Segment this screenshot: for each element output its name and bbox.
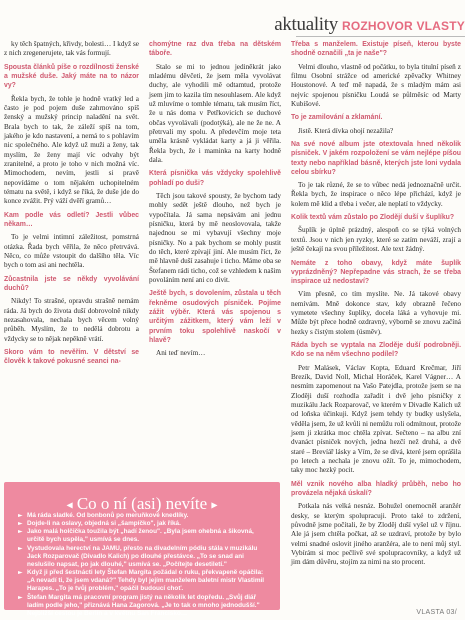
text-column-1 [4, 40, 139, 502]
interview-answer: Těch jsou takové spousty, že bychom tady mohly sedět ještě dlouho, než bych je vypočítala. Já sama nepsávám ani jednu písničku, která by mě neoslovovala, takže najednou se mi vybavují všechny moje písničky. No a pak bychom se mohly pustit do těch, které zpívají jiní. Ale musím říct, že mě hlavně duší zasahuje i ticho. Máme oba se Štefanem rádi ticho, což se vzhledem k našim povoláním není ani co divit. [149, 191, 281, 285]
interview-question: Třeba s manželem. Existuje píseň, kterou byste shodně označili „ta je naše"? [291, 41, 461, 58]
arrow-left-icon: ◀ [66, 500, 73, 510]
interview-question: chomýtne raz dva třeba na dětském táboře. [149, 41, 281, 58]
interview-answer: Ani teď nevím… [156, 349, 206, 358]
interview-answer: Petr Malásek, Václav Kopta, Eduard Krečmar, Jiří Brezík, David Noll, Michal Horáček, Karel Vágner… A nesmím zapomenout na Vašo Patejdla, protože jsem se na Zloději duší rozhodla zařadit i dvě jeho písničky z muzikálu Jack Rozparovač, ve kterém v Divadle Kalich už od loňska účinkuji. Když jsem tehdy ty budky uslyšela, věděla jsem, že už kvůli ni nemůžu roli odmítnout, protože jsem ji zkrátka moc chtěla zpívat. Sečteno – na albu zní dvanáct písniček nových, jedna hezčí než druhá, a dvě staré – Brevíář lásky a Vím, že se dívá, které jsem oprášila po letech a nechala je znovu ožít. To je, mimochodem, taky moc hezký pocit. [291, 363, 461, 475]
facts-box-title-text: Co o ní (asi) nevíte [76, 494, 208, 513]
fact-item [18, 569, 270, 593]
fact-item [18, 545, 270, 569]
interview-answer: Jistě. Která dívka ohojí nezažila? [298, 126, 394, 135]
fact-item [18, 528, 270, 544]
interview-answer: To je tak různé, že se to vůbec nedá jednoznačně určit. Řekla bych, že inspirace o něco lépe přichází, když je kolem mě klid a třeba i večer, ale neplatí to vždycky. [291, 181, 461, 208]
interview-question: Ráda bych se vyptala na Zloděje duší podrobněji. Kdo se na něm všechno podílel? [291, 342, 461, 359]
interview-question: Skoro vám to nevěřím. V dětství se člověk k takové pokusné seanci na- [4, 348, 139, 366]
interview-question: Na své nové album jste otextovala hned několik písniček. V jakém rozpoložení se vám nejlépe píšou texty nebo například básně, kterých jste loni vydala celou sbírku? [291, 140, 461, 176]
interview-answer: Stalo se mi to jednou jediněkrát jako mladému děvčeti, že jsem měla vyvolávat duchy, ale vyhodili mě odtamtud, protože jsem jim to kazila tím nesouhlasem. Ale když už mluvíme o tomhle tématu, tak musím říct, že u nás doma v Petřkovicích se duchové občas vyvolávali (podotýká), ale ne že ne. A přetrvali my spolu. A předevčím moje teta uměla krásně vykládat karty a já ji věřila. Řekla bych, že i maminka na karty hodně dala. [149, 62, 281, 165]
fact-item [18, 512, 270, 520]
section-subtitle: ROZHOVOR VLASTY [341, 19, 465, 33]
bullet-arrow-icon: ► [18, 520, 23, 528]
fact-text: Vystudovala herectví na JAMU, přesto na divadelním pódiu stála v muzikálu Jack Rozparovač (Divadlo Kalich) po dlouhé přestávce. „To se snad ani neslušilo napsat, po jak dlouhé," usmívá se. „Počítejte desetiletí." [27, 544, 258, 568]
interview-question: Měl vznik nového alba hladký průběh, nebo ho provázela nějaká úskalí? [291, 480, 461, 498]
interview-answer: Vím přesně, co tím myslíte. Ne. Já takové obavy nemívám. Mně dokonce stav, kdy obrazně řečeno vymetete všechny šuplíky, docela láká a vyhovuje mi. Může být přece hodně ozdravný, výborně se znovu začíná hezky s čistým stolem (úsměv). [291, 290, 461, 336]
bullet-arrow-icon: ► [18, 544, 23, 552]
facts-list [18, 512, 270, 617]
fact-text: Má ráda sladké. Od bonbonů po meruňkové knedlíky. [27, 512, 189, 519]
fact-text: Dojde-li na oslavy, objedná si „šampíčko", jak říká. [27, 520, 181, 528]
interview-question: Nemáte z toho obavy, když máte šuplík vyprázdněný? Nepřepadne vás strach, že se třeba inspirace už nedostaví? [291, 259, 461, 286]
interview-answer: Nikdy! To strašné, opravdu strašně nemám ráda. Já bych do života duší dobrovolně nikdy nezasahovala, nechala bych věcem volný průběh. Myslím, že to nedělá dobrotu a vždycky se to nějak nepěkně vrátí. [4, 297, 139, 343]
interview-question: Spousta článků píše o rozdílnosti ženské a mužské duše. Jaký máte na to názor vy? [4, 63, 139, 90]
interview-answer: Velmi dlouho, vlastně od počátku, to byla titulní píseň z filmu Osobní strážce od americké zpěvačky Whitney Houstonové. A teď mě napadá, že s mladým mám asi nejvíc spojenou písničku Loudá se půlměsíc od Marty Kubišové. [291, 62, 461, 108]
bullet-arrow-icon: ► [18, 512, 23, 519]
page-footer: VLASTA 03/ [416, 609, 457, 616]
interview-question: Zůcastnila jste se někdy vyvolávání duchů? [4, 275, 139, 292]
fact-item [18, 594, 270, 618]
section-title: aktuality [274, 14, 338, 35]
text-column-2 [149, 40, 281, 480]
interview-answer: Šuplík je úplně prázdný, alespoň co se týká volných textů. Jsou v nich jen ryzky, které se zatím neváží, zrají a ještě čekají na svou příležitost. Ale text žádný. [291, 226, 461, 254]
interview-answer: Řekla bych, že tohle je hodně vratký led a často je pod pojem duše zahrnováno spíš ženský a mužský princip naladění na svět. Brala bych to tak, že záleží spíš na tom, jakého je kdo nastavení, a nemá to s pohlavím nic společného. Ale když už muži a ženy, tak myslím, že ženy mají víc odvahy být zranitelné, a proto je toho v nich možná víc. Mimochodem, nevím, jestli si pravě nepovídáme o tom nějakém uchopitelném tématu na světě, i když se říká, že duše jde do konce zvážit. Prý váží dvěří gramů… [4, 94, 139, 206]
bullet-arrow-icon: ► [18, 593, 23, 601]
arrow-right-icon: ▶ [211, 500, 218, 510]
interview-question: Která písnička vás vždycky spolehlivě pohladí po duši? [149, 170, 281, 187]
facts-box-title [52, 494, 232, 514]
fact-item [18, 520, 270, 528]
header-divider [296, 36, 465, 37]
section-header [230, 14, 465, 36]
interview-question: Kam podle vás odletí? Jestli vůbec někam… [4, 211, 139, 228]
interview-answer: Potkala nás velká nesnáz. Bohužel onemocněl aranžér desky, se kterým spolupracuji. Proto také to zdržení, původně jsme počítali, že by Zloděj duší vyšel už v říjnu. Ale já jsem chtěla počkat, až se uzdraví, protože by bylo velmi snadné oslovit jiného aranžéra, ale to není můj styl. Vybírám si moc pečlivě své spolupracovníky, a když už jim dám důvěru, stojím za nimi na sto procent. [291, 502, 461, 567]
bullet-arrow-icon: ► [18, 569, 23, 577]
fact-text: Jako malá holčička toužila být „hadí ženou". „Byla jsem ohebná a šikovná, určitě bych uspěla," usmívá se dnes. [27, 528, 254, 544]
bullet-arrow-icon: ► [18, 528, 23, 536]
fact-text: Štefan Margita má pracovní program jistý na několik let dopředu. „Svůj diář ladím podle jeho," přiznává Hana Zagorová. „Je to tak o mnoho jednodušší." Nejbližší cestou je Berlín a v květnu San Francisko… [27, 593, 260, 617]
interview-question: Kolik textů vám zůstalo po Zlodějí duší v šuplíku? [291, 214, 455, 222]
interview-answer: To je velmi intimní záležitost, pomstrná otázka. Řada bych věřila, že něco přetrvává. Něco, co může vstoupit do dalšího těla. Víc bych o tom asi ani nechtěla. [4, 233, 139, 270]
interview-question: Ještě bych, s dovolením, zůstala u těch řekněme osudových písniček. Pojíme zážit výběr. Která vás spojenou s určitým zážitkem, který vám leží v prvním toku spolehlivě naskočí v hlavě? [149, 290, 281, 344]
text-column-3 [291, 40, 461, 580]
fact-text: Když ji před šestnácti lety Štefan Margita požádal o ruku, překvapeně opáčila: „A nevadí ti, že jsem vdaná?" Tehdy byl jejím manželem baletní mistr Vlastimil Harapes. „To je tvůj problém," opáčil budoucí choť. [27, 569, 265, 593]
interview-question: To je zamilování a zklamání. [291, 114, 383, 122]
interview-answer: ky těch špatných, křivdy, bolesti… I když se z nich zregenerujete, tak vás formují. [4, 40, 139, 58]
